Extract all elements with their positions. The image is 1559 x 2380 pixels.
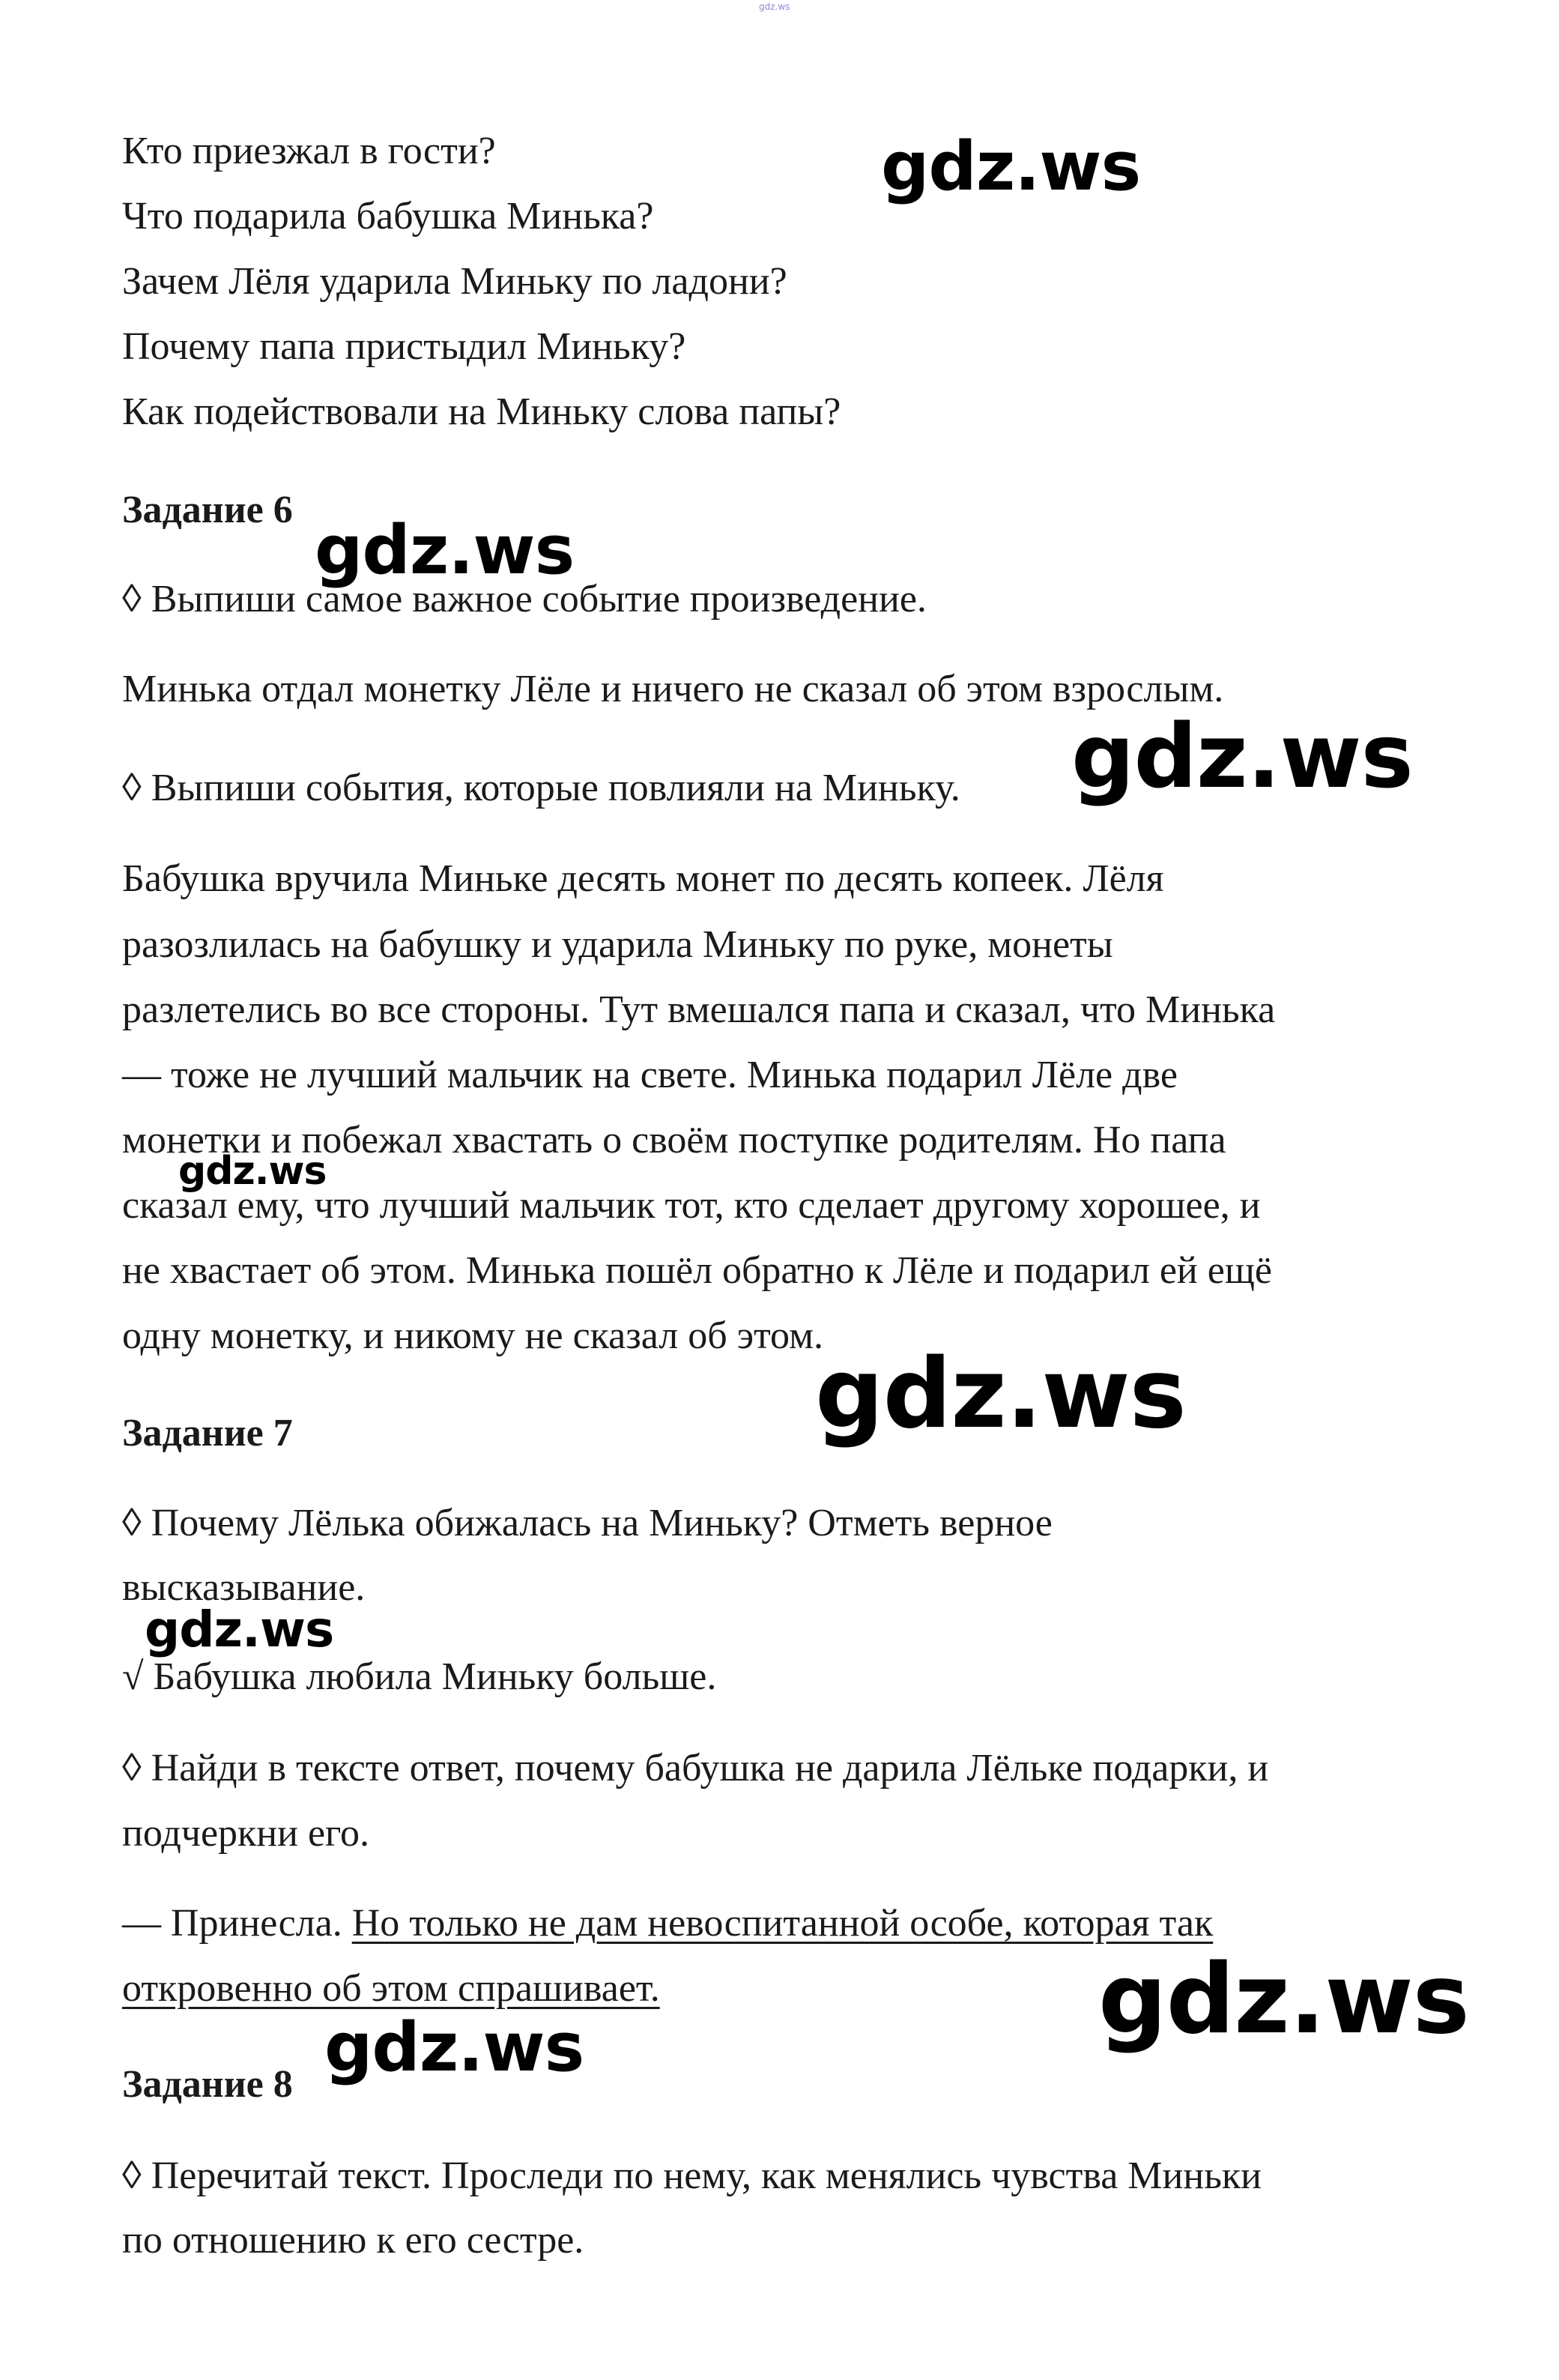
watermark: gdz.ws xyxy=(324,2008,584,2087)
question-2: Что подарила бабушка Минька? xyxy=(122,195,654,238)
task6-answer-line: не хвастает об этом. Минька пошёл обратно к Лёле и подарил ей ещё xyxy=(122,1249,1272,1292)
quote-prefix: — Принесла. xyxy=(122,1902,352,1945)
task6-answer-line: монетки и побежал хвастать о своём поступке родителям. Но папа xyxy=(122,1119,1226,1162)
question-3: Зачем Лёля ударила Миньку по ладони? xyxy=(122,260,787,303)
task6-answer-line: разозлилась на бабушку и ударила Миньку по руке, монеты xyxy=(122,923,1113,966)
question-1: Кто приезжал в гости? xyxy=(122,130,496,172)
task6-answer-line: — тоже не лучший мальчик на свете. Минька подарил Лёле две xyxy=(122,1054,1178,1096)
task8-prompt-line: ◊ Перечитай текст. Проследи по нему, как менялись чувства Миньки xyxy=(122,2154,1262,2197)
watermark: gdz.ws xyxy=(881,127,1141,206)
task6-answer-1: Минька отдал монетку Лёле и ничего не сказал об этом взрослым. xyxy=(122,668,1224,710)
task6-prompt-1: ◊ Выпиши самое важное событие произведение. xyxy=(122,578,927,620)
task6-answer-line: разлетелись во все стороны. Тут вмешался папа и сказал, что Минька xyxy=(122,988,1276,1031)
task8-heading: Задание 8 xyxy=(122,2063,293,2106)
watermark: gdz.ws xyxy=(1071,704,1413,808)
watermark: gdz.ws xyxy=(178,1149,327,1194)
task7-prompt-2-line: подчеркни его. xyxy=(122,1812,370,1855)
quote-underlined-part-1: Но только не дам невоспитанной особе, которая так xyxy=(351,1902,1214,1945)
task6-heading: Задание 6 xyxy=(122,489,293,531)
task7-prompt-1-line: ◊ Почему Лёлька обижалась на Миньку? Отметь верное xyxy=(122,1502,1053,1544)
question-5: Как подействовали на Миньку слова папы? xyxy=(122,390,841,433)
watermark: gdz.ws xyxy=(315,511,575,590)
watermark: gdz.ws xyxy=(1098,1944,1469,2056)
task6-answer-line: одну монетку, и никому не сказал об этом. xyxy=(122,1314,823,1357)
task7-answer-1: √ Бабушка любила Миньку больше. xyxy=(122,1655,717,1698)
task7-prompt-2-line: ◊ Найди в тексте ответ, почему бабушка не дарила Лёльке подарки, и xyxy=(122,1747,1269,1789)
task7-quote-line-2 xyxy=(122,1966,660,2011)
header-watermark: gdz.ws xyxy=(759,1,790,12)
task8-prompt-line: по отношению к его сестре. xyxy=(122,2219,584,2262)
question-4: Почему папа пристыдил Миньку? xyxy=(122,325,686,368)
watermark: gdz.ws xyxy=(145,1601,334,1658)
task6-prompt-2: ◊ Выпиши события, которые повлияли на Миньку. xyxy=(122,767,960,809)
task6-answer-line: Бабушка вручила Миньке десять монет по десять копеек. Лёля xyxy=(122,857,1164,900)
task6-answer-line: сказал ему, что лучший мальчик тот, кто сделает другому хорошее, и xyxy=(122,1184,1261,1227)
task7-heading: Задание 7 xyxy=(122,1412,293,1455)
quote-underlined-part-2: откровенно об этом спрашивает. xyxy=(122,1967,660,2010)
task7-quote-line-1 xyxy=(122,1901,1213,1946)
watermark: gdz.ws xyxy=(815,1338,1186,1450)
task7-prompt-1-line: высказывание. xyxy=(122,1566,366,1609)
